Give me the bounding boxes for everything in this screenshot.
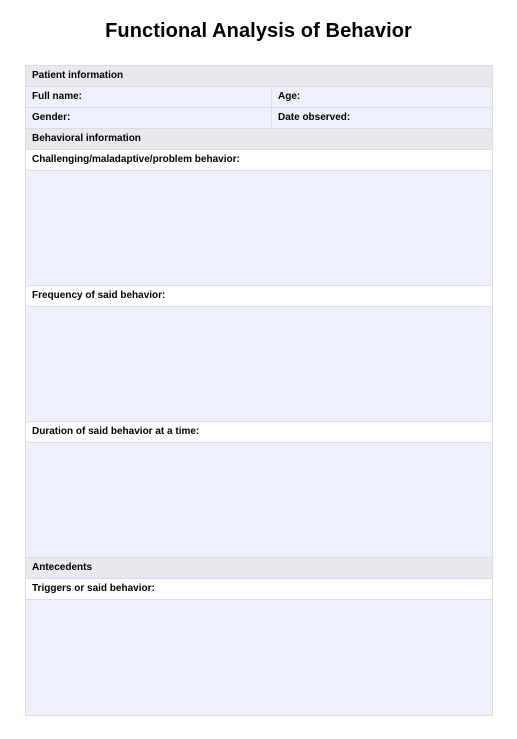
date-observed-field[interactable] [272, 108, 492, 128]
section-header-antecedents: Antecedents [26, 558, 492, 579]
section-header-behavioral-information: Behavioral information [26, 129, 492, 150]
triggers-input[interactable] [26, 600, 492, 716]
triggers-label: Triggers or said behavior: [26, 579, 492, 600]
frequency-input[interactable] [26, 307, 492, 422]
field-row-name-age [26, 87, 492, 108]
section-header-patient-information: Patient information [26, 66, 492, 87]
behavior-form [25, 65, 493, 716]
gender-label: Gender: [32, 112, 71, 123]
field-row-gender-date [26, 108, 492, 129]
age-label: Age: [278, 91, 301, 102]
challenging-behavior-input[interactable] [26, 171, 492, 286]
age-field[interactable] [272, 87, 492, 107]
gender-field[interactable] [26, 108, 272, 128]
challenging-behavior-label: Challenging/maladaptive/problem behavior: [26, 150, 492, 171]
date-observed-label: Date observed: [278, 112, 351, 123]
full-name-field[interactable] [26, 87, 272, 107]
duration-label: Duration of said behavior at a time: [26, 422, 492, 443]
page-title: Functional Analysis of Behavior [105, 20, 412, 42]
duration-input[interactable] [26, 443, 492, 558]
frequency-label: Frequency of said behavior: [26, 286, 492, 307]
full-name-label: Full name: [32, 91, 83, 102]
